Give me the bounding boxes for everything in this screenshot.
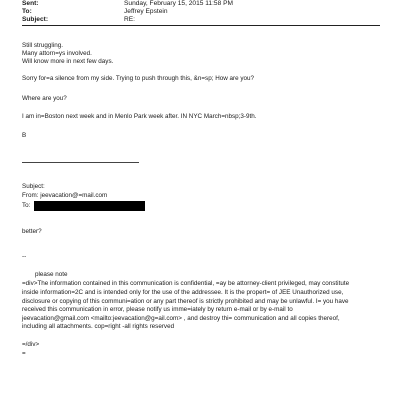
notice-line: received this communication in error, please notify us imme=iately by return e-mail or by e-mail to (22, 306, 293, 313)
quoted-subject-label: Subject: (22, 183, 45, 190)
body-line: Still struggling. (22, 42, 63, 49)
sent-label: Sent: (22, 0, 39, 7)
header-divider (22, 25, 380, 26)
body-line: Many attorn=ys involved. (22, 50, 92, 57)
body-line: Sorry for=a silence from my side. Trying to push through this, &n=sp; How are you? (22, 75, 255, 82)
notice-line: =div>The information contained in this communication is confidential, =ay be attorney-client privileged, may constitute (22, 280, 350, 287)
to-label: To: (22, 8, 32, 15)
to-value: Jeffrey Epstein (124, 8, 168, 15)
notice-line: including all attachments. cop=right -all rights reserved (22, 323, 175, 330)
body-line: Will know more in next few days. (22, 58, 114, 65)
body-line: Where are you? (22, 95, 67, 102)
redaction-block (34, 201, 145, 211)
closing-div: =/div> (22, 341, 40, 348)
notice-title: please note (35, 271, 68, 278)
subject-value: RE: (124, 16, 135, 23)
sent-value: Sunday, February 15, 2015 11:58 PM (124, 0, 233, 7)
signature-initial: B (22, 132, 27, 139)
quoted-message: better? (22, 228, 42, 235)
subject-label: Subject: (22, 16, 49, 23)
body-line: I am in=Boston next week and in Menlo Park week after. IN NYC March=nbsp;3-9th. (22, 113, 257, 120)
notice-line: inside information=2C and is intended only for the use of the addressee. It is the propert= of JEE Unauthorized use, (22, 289, 344, 296)
notice-line: jeevacation@gmail.com <mailto:jeevacation@g=ail.com> , and destroy thi= communication and all copies thereof, (22, 315, 340, 322)
quoted-from-line: From: jeevacation@=mail.com (22, 192, 108, 199)
quoted-to-label: To: (22, 202, 31, 209)
notice-line: disclosure or copying of this communi=ation or any part thereof is strictly prohibited and may be unlawful. I= you have (22, 298, 349, 305)
quote-separator (22, 162, 139, 163)
quoted-dashes: -- (22, 253, 27, 260)
closing-eq: = (22, 350, 26, 357)
